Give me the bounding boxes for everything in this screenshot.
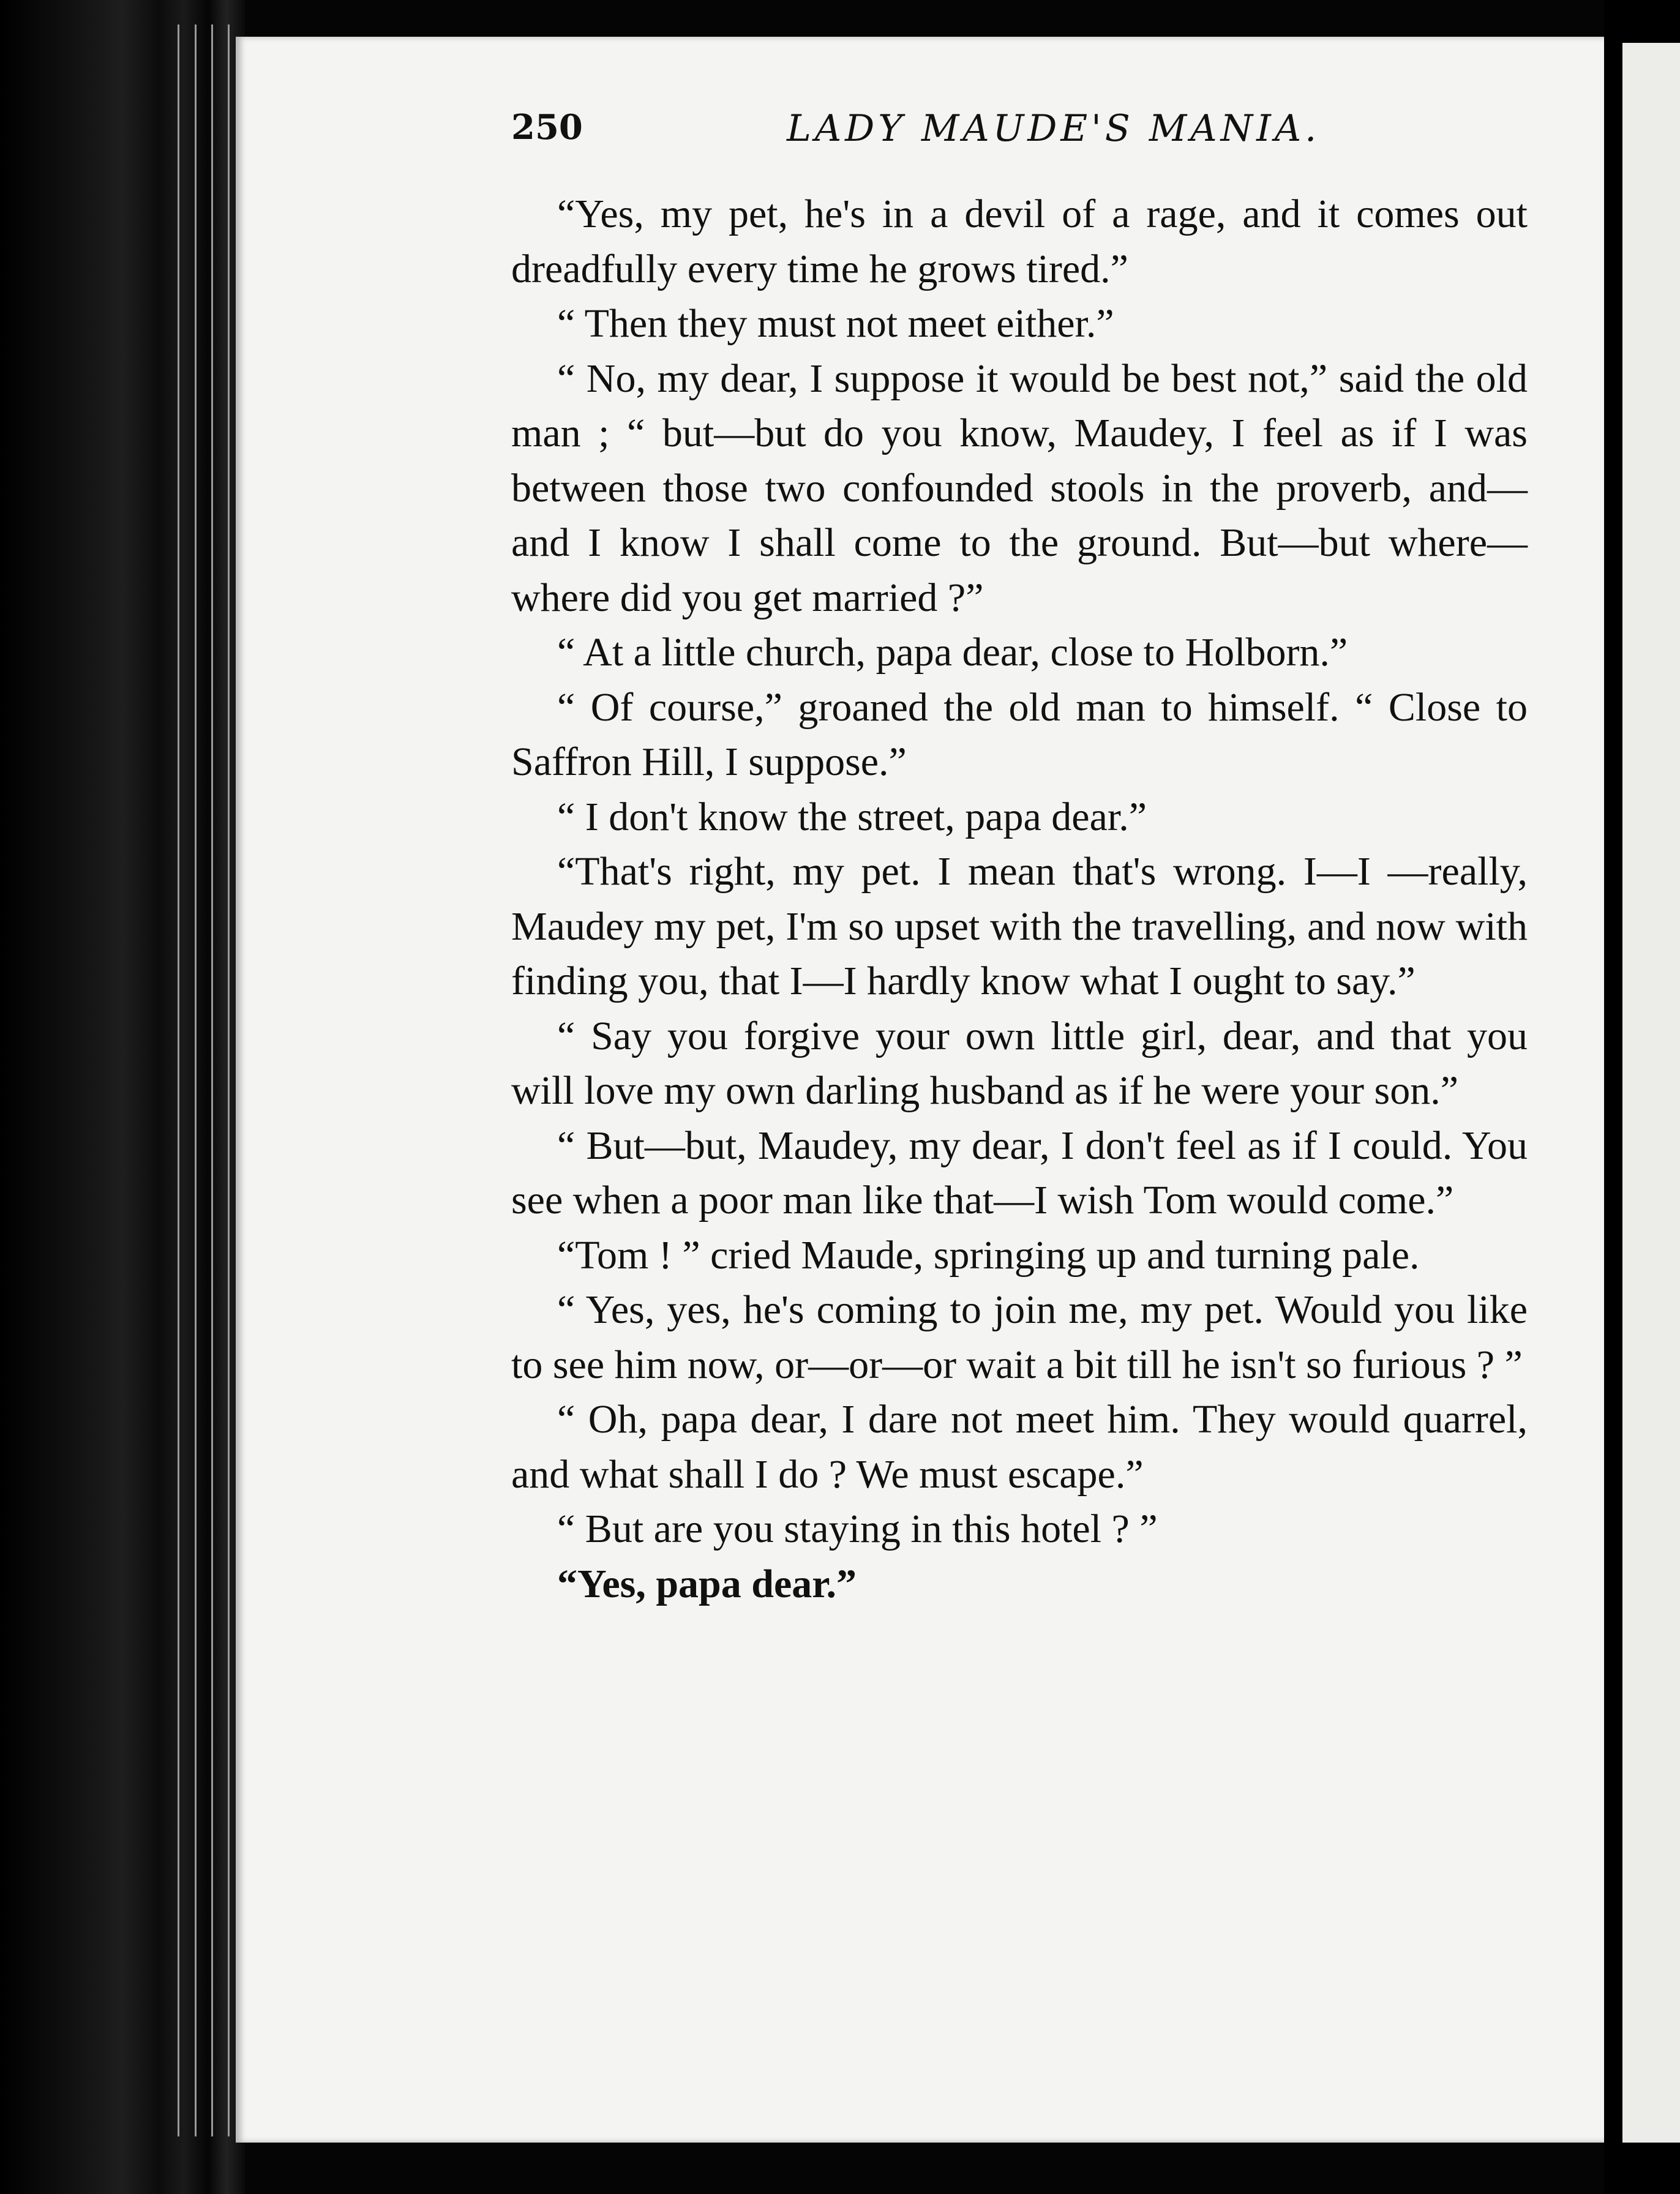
- paragraph: “That's right, my pet. I mean that's wrong. I—I —really, Maudey my pet, I'm so upset with the travelling, and now with finding you, that I—I hardly know what I ought to say.”: [511, 849, 1528, 1003]
- book-page-edges: [0, 0, 245, 2194]
- page-number: 250: [511, 107, 583, 148]
- body-text: [511, 187, 1528, 1611]
- page-edge-line: [178, 24, 179, 2136]
- page-edge-line: [228, 24, 230, 2136]
- running-head: LADY MAUDE'S MANIA.: [787, 107, 1321, 150]
- page-header: [511, 107, 1552, 162]
- paragraph: “ At a little church, papa dear, close to Holborn.”: [557, 630, 1348, 675]
- next-page-edge: [1604, 0, 1680, 2194]
- paragraph: “Tom ! ” cried Maude, springing up and turning pale.: [557, 1232, 1420, 1278]
- paragraph: “Yes, papa dear.”: [557, 1561, 857, 1606]
- paragraph: “ Oh, papa dear, I dare not meet him. They would quarrel, and what shall I do ? We must escape.”: [511, 1397, 1528, 1497]
- paragraph: “ No, my dear, I suppose it would be best not,” said the old man ; “ but—but do you know, Maudey, I feel as if I was between those two confounded stools in the proverb, and—and I know I shall come to the ground. But—but where—where did you get married ?”: [511, 356, 1528, 620]
- paragraph: “ Say you forgive your own little girl, dear, and that you will love my own darling husband as if he were your son.”: [511, 1013, 1528, 1113]
- paragraph: “Yes, my pet, he's in a devil of a rage, and it comes out dreadfully every time he grows tired.”: [511, 192, 1528, 291]
- paragraph: “ Then they must not meet either.”: [557, 301, 1114, 346]
- page-edge-line: [211, 24, 213, 2136]
- next-page-sliver: [1622, 43, 1680, 2143]
- paragraph: “ But are you staying in this hotel ? ”: [557, 1507, 1158, 1551]
- paragraph: “ Yes, yes, he's coming to join me, my pet. Would you like to see him now, or—or—or wait a bit till he isn't so furious ? ”: [511, 1287, 1528, 1387]
- page-edge-line: [195, 24, 197, 2136]
- paragraph: “ But—but, Maudey, my dear, I don't feel as if I could. You see when a poor man like that—I wish Tom would come.”: [511, 1123, 1528, 1222]
- paragraph: “ I don't know the street, papa dear.”: [557, 794, 1147, 839]
- paragraph: “ Of course,” groaned the old man to himself. “ Close to Saffron Hill, I suppose.”: [511, 684, 1528, 784]
